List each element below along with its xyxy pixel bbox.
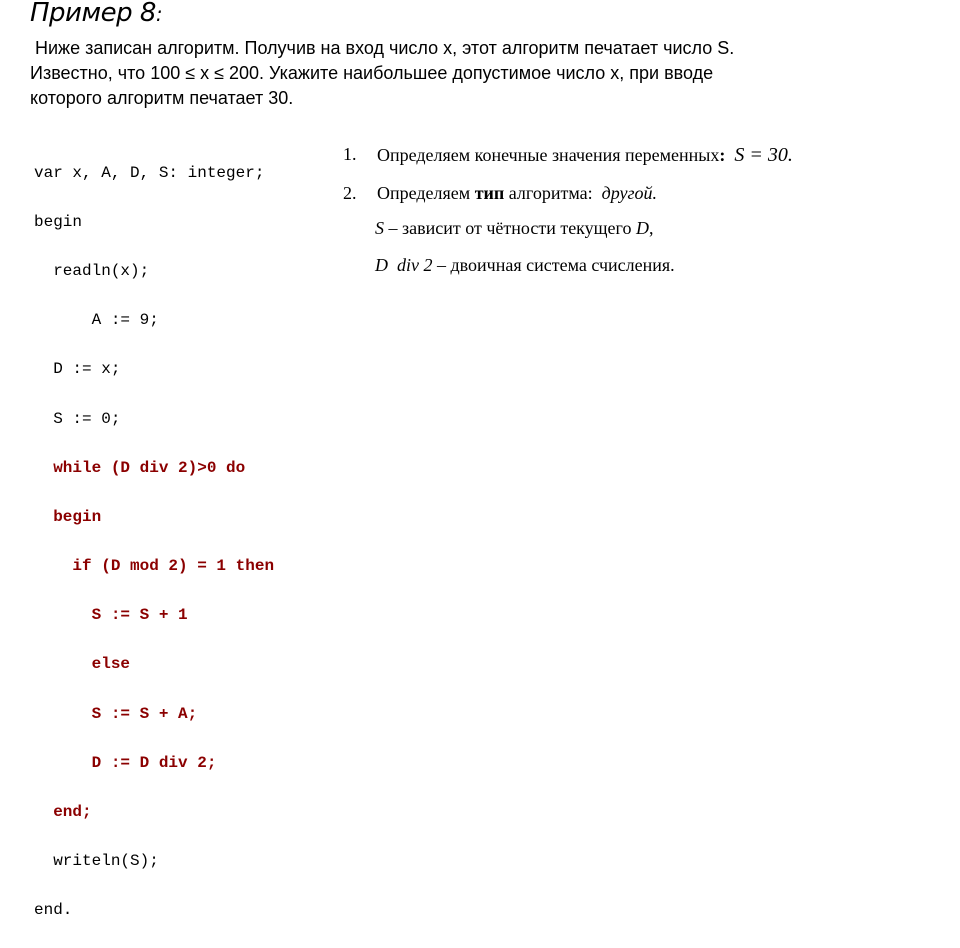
solution-step-2 xyxy=(343,183,943,204)
problem-line: которого алгоритм печатает 30. xyxy=(30,88,294,108)
solution-step-1 xyxy=(343,144,943,167)
problem-statement xyxy=(30,36,930,111)
note-var-d: D xyxy=(635,218,649,238)
step-prefix: Определяем xyxy=(377,183,475,203)
solution-note-1 xyxy=(343,218,943,239)
step-number: 2. xyxy=(343,183,357,203)
code-line: readln(x); xyxy=(34,261,150,280)
note-expr: D div 2 xyxy=(375,255,433,275)
problem-line: Известно, что 100 ≤ x ≤ 200. Укажите наибольшее допустимое число x, при вводе xyxy=(30,63,714,83)
slide-title-colon: : xyxy=(155,2,163,26)
code-line-highlighted: if (D mod 2) = 1 then xyxy=(34,557,275,576)
code-line: A := 9; xyxy=(34,311,159,330)
solution-steps xyxy=(343,144,943,292)
code-line: writeln(S); xyxy=(34,852,159,871)
code-line-highlighted: while (D div 2)>0 do xyxy=(34,458,246,477)
pascal-code-listing xyxy=(34,136,274,948)
slide-title xyxy=(30,0,162,28)
code-line-highlighted: end; xyxy=(34,803,92,822)
step-result: S = 30. xyxy=(734,144,793,166)
problem-line: Ниже записан алгоритм. Получив на вход число x, этот алгоритм печатает число S. xyxy=(30,38,735,58)
code-line: end. xyxy=(34,901,73,920)
step-bold-word: тип xyxy=(474,183,505,203)
step-text: Определяем конечные значения переменных xyxy=(377,145,720,165)
step-colon: : xyxy=(719,145,726,165)
code-line: var x, A, D, S: integer; xyxy=(34,163,265,182)
step-mid: алгоритма: xyxy=(504,183,602,203)
slide-title-text: Пример 8 xyxy=(30,0,156,28)
note-text: – зависит от чётности текущего xyxy=(384,218,636,238)
code-line-highlighted: D := D div 2; xyxy=(34,753,217,772)
code-line-highlighted: begin xyxy=(34,507,102,526)
code-line: begin xyxy=(34,212,83,231)
code-line: D := x; xyxy=(34,360,121,379)
code-line: S := 0; xyxy=(34,409,121,428)
code-line-highlighted: else xyxy=(34,655,131,674)
code-line-highlighted: S := S + A; xyxy=(34,704,198,723)
step-number: 1. xyxy=(343,144,357,164)
step-italic-answer: другой. xyxy=(601,183,657,203)
note-text: – двоичная система счисления. xyxy=(432,255,675,275)
solution-note-2 xyxy=(343,255,943,276)
note-var-s: S xyxy=(375,218,384,238)
note-end: , xyxy=(648,218,654,238)
code-line-highlighted: S := S + 1 xyxy=(34,606,188,625)
